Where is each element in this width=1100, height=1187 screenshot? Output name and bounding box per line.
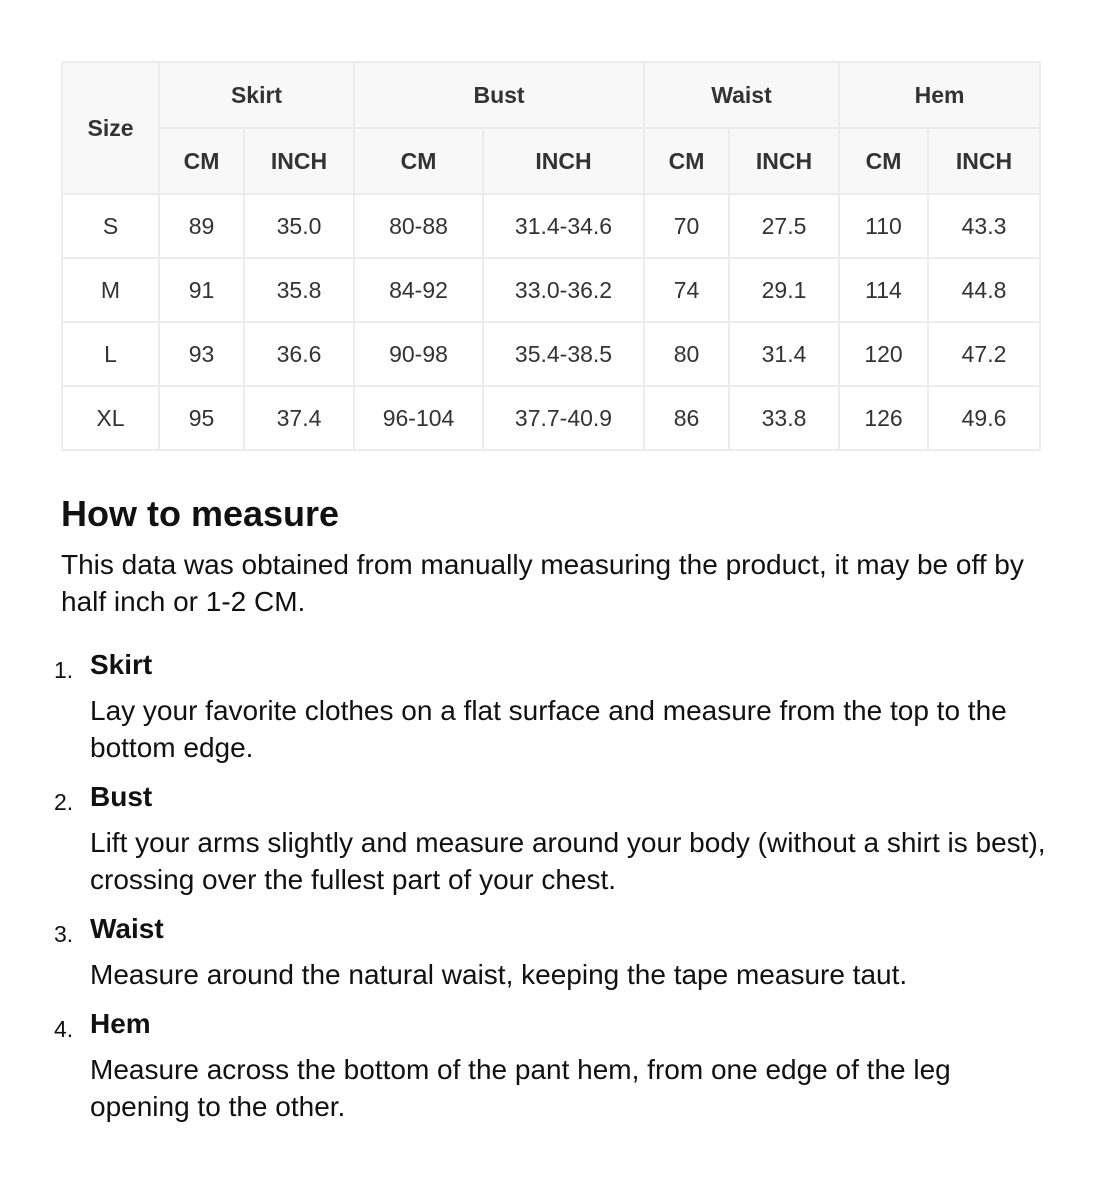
step-title: Hem — [90, 1008, 151, 1039]
table-row — [62, 322, 1040, 386]
group-header-row — [62, 62, 1040, 128]
table-cell: 90-98 — [354, 322, 483, 386]
table-row — [62, 386, 1040, 450]
step-description: Lift your arms slightly and measure around your body (without a shirt is best), crossing over the fullest part of your chest. — [90, 827, 1046, 895]
group-header-skirt: Skirt — [159, 62, 354, 128]
step-number: 1. — [54, 657, 74, 683]
table-cell: 29.1 — [729, 258, 839, 322]
step-number: 4. — [54, 1016, 74, 1042]
table-cell: 80-88 — [354, 194, 483, 258]
table-cell: 35.4-38.5 — [483, 322, 644, 386]
table-cell: 70 — [644, 194, 729, 258]
table-cell: 35.8 — [244, 258, 354, 322]
step-title: Bust — [90, 781, 153, 812]
table-cell: 84-92 — [354, 258, 483, 322]
table-cell: 95 — [159, 386, 244, 450]
unit-header: INCH — [244, 128, 354, 194]
table-cell: 43.3 — [928, 194, 1040, 258]
group-header-waist: Waist — [644, 62, 839, 128]
step-description: Measure across the bottom of the pant hem, from one edge of the leg opening to the other. — [90, 1054, 951, 1122]
table-row — [62, 194, 1040, 258]
step-number: 2. — [54, 789, 74, 815]
step-title: Skirt — [90, 649, 153, 680]
table-cell: 44.8 — [928, 258, 1040, 322]
list-item — [0, 777, 1050, 909]
size-cell: L — [62, 322, 159, 386]
size-cell: XL — [62, 386, 159, 450]
size-chart-table — [61, 61, 1041, 451]
table-cell: 93 — [159, 322, 244, 386]
measure-steps-list — [0, 645, 1100, 1136]
group-header-hem: Hem — [839, 62, 1040, 128]
size-cell: M — [62, 258, 159, 322]
table-cell: 91 — [159, 258, 244, 322]
table-cell: 114 — [839, 258, 928, 322]
table-cell: 33.0-36.2 — [483, 258, 644, 322]
table-cell: 86 — [644, 386, 729, 450]
table-row — [62, 258, 1040, 322]
list-item — [0, 1004, 1050, 1136]
unit-header: CM — [644, 128, 729, 194]
list-item — [0, 909, 1050, 1004]
size-header: Size — [62, 62, 159, 194]
list-item — [0, 645, 1050, 777]
how-to-measure-title: How to measure — [61, 493, 340, 534]
how-to-measure-intro: This data was obtained from manually measuring the product, it may be off by half inch or 1-2 CM. — [61, 549, 1024, 617]
step-title: Waist — [90, 913, 164, 944]
table-cell: 35.0 — [244, 194, 354, 258]
table-cell: 47.2 — [928, 322, 1040, 386]
table-cell: 31.4-34.6 — [483, 194, 644, 258]
table-cell: 33.8 — [729, 386, 839, 450]
table-cell: 37.7-40.9 — [483, 386, 644, 450]
group-header-bust: Bust — [354, 62, 644, 128]
table-cell: 49.6 — [928, 386, 1040, 450]
table-cell: 80 — [644, 322, 729, 386]
table-cell: 31.4 — [729, 322, 839, 386]
size-cell: S — [62, 194, 159, 258]
unit-header: INCH — [928, 128, 1040, 194]
step-number: 3. — [54, 921, 74, 947]
table-cell: 27.5 — [729, 194, 839, 258]
table-cell: 96-104 — [354, 386, 483, 450]
unit-header: CM — [354, 128, 483, 194]
unit-header-row — [62, 128, 1040, 194]
table-cell: 126 — [839, 386, 928, 450]
table-cell: 110 — [839, 194, 928, 258]
table-cell: 37.4 — [244, 386, 354, 450]
unit-header: INCH — [483, 128, 644, 194]
unit-header: CM — [839, 128, 928, 194]
step-description: Lay your favorite clothes on a flat surface and measure from the top to the bottom edge. — [90, 695, 1007, 763]
unit-header: INCH — [729, 128, 839, 194]
table-cell: 36.6 — [244, 322, 354, 386]
step-description: Measure around the natural waist, keeping the tape measure taut. — [90, 959, 908, 990]
unit-header: CM — [159, 128, 244, 194]
table-cell: 89 — [159, 194, 244, 258]
table-cell: 74 — [644, 258, 729, 322]
table-cell: 120 — [839, 322, 928, 386]
